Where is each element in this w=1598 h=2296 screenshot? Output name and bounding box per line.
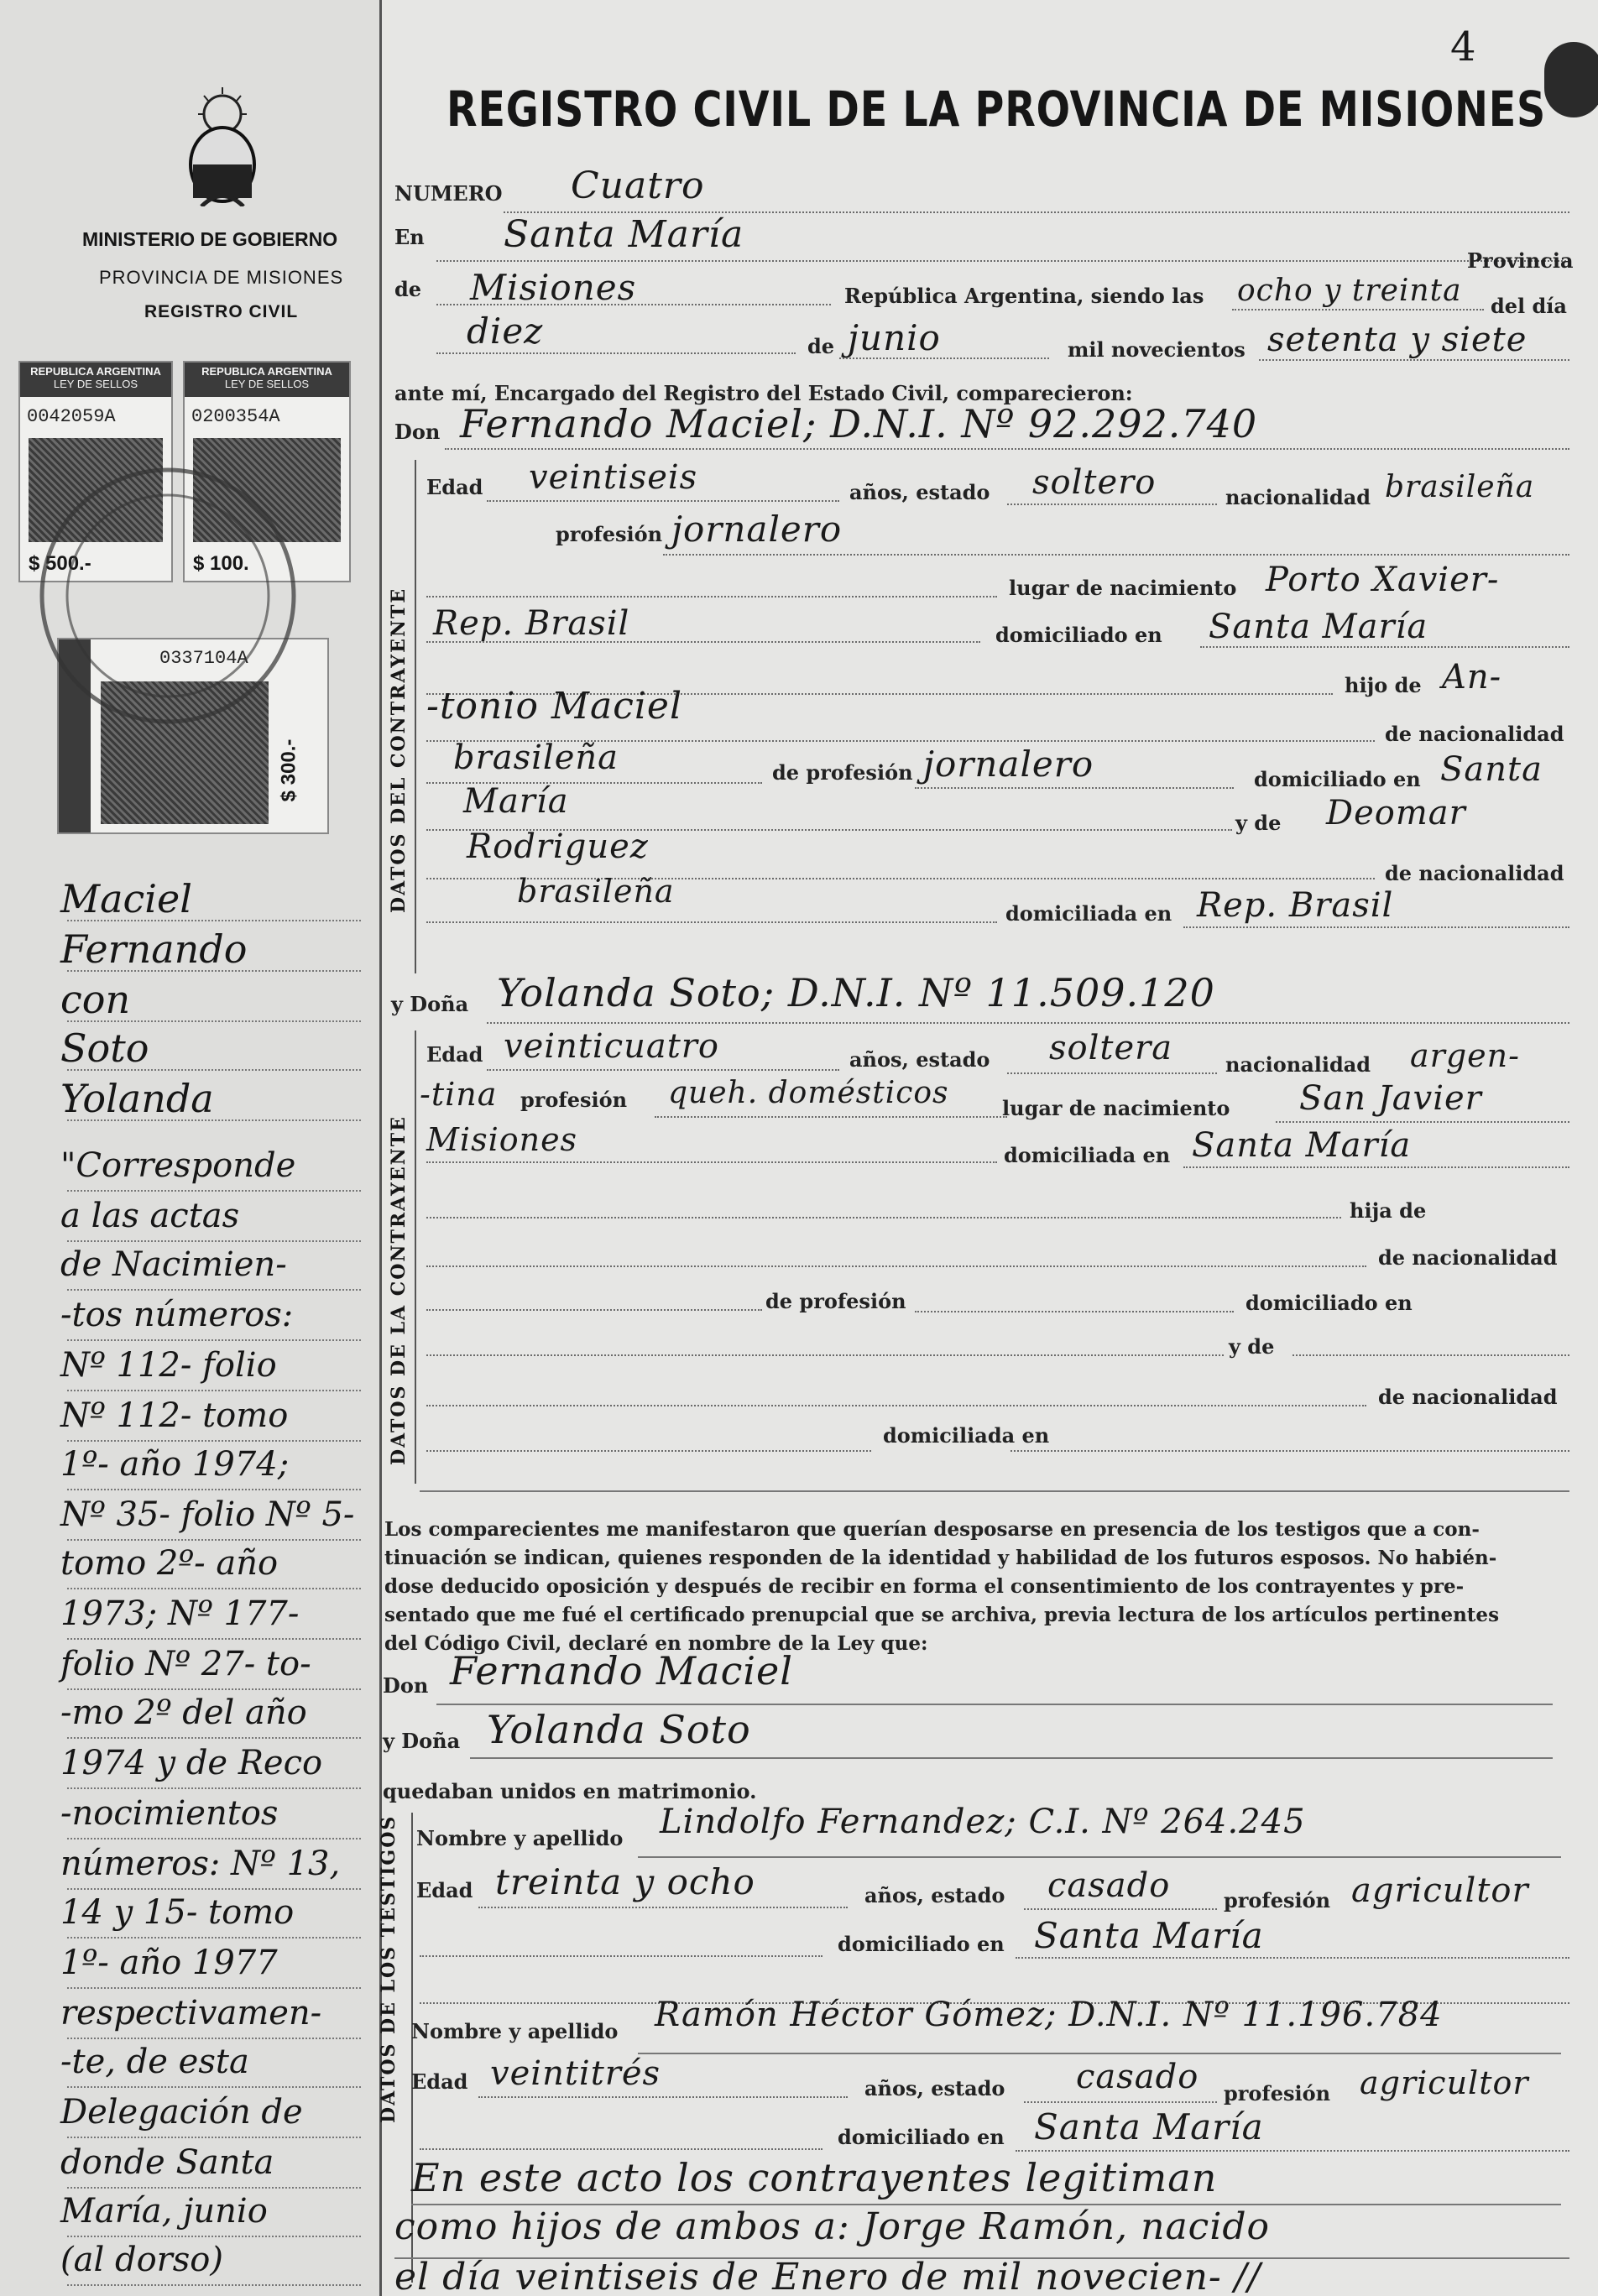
c-nac-value: brasileña — [1385, 470, 1535, 504]
margin-note-line: 14 y 15- tomo — [60, 1893, 295, 1932]
c-lugar-label: lugar de nacimiento — [1009, 576, 1237, 600]
f-prof-value: queh. domésticos — [668, 1076, 949, 1110]
mil-label: mil novecientos — [1068, 337, 1246, 362]
margin-note-rule — [67, 2284, 361, 2286]
c-madre-a: Deomar — [1326, 794, 1466, 832]
margin-note-line: Soto — [60, 1025, 149, 1071]
f-y-de-label: y de — [1229, 1334, 1275, 1359]
union-dona-label: y Doña — [383, 1729, 461, 1753]
t1-edad-value: treinta y ocho — [495, 1861, 755, 1902]
f-ydelabel-line — [426, 1354, 1224, 1356]
province-label: PROVINCIA DE MISIONES — [99, 267, 344, 288]
margin-note-rule — [67, 1737, 361, 1739]
t1-prof-label: profesión — [1224, 1888, 1331, 1912]
c-estado-value: soltero — [1032, 463, 1157, 502]
de-value: Misiones — [470, 267, 637, 308]
binding-hole — [1544, 42, 1598, 117]
margin-note-line: Yolanda — [60, 1076, 214, 1121]
dona-label: y Doña — [391, 992, 469, 1016]
f-edad-line — [487, 1069, 839, 1071]
mes-value: junio — [848, 317, 941, 358]
mes-line — [839, 357, 1049, 359]
hora-value: ocho y treinta — [1237, 274, 1462, 308]
f-prof2-line — [915, 1311, 1234, 1312]
c-lugar2-value: Rep. Brasil — [433, 604, 630, 643]
f-lugar-value: San Javier — [1299, 1079, 1482, 1118]
margin-note-line: respectivamen- — [60, 1994, 322, 2032]
numero-value: Cuatro — [571, 164, 705, 207]
de-mes-label: de — [807, 334, 835, 358]
margin-note-line: Fernando — [60, 926, 248, 972]
margin-note-rule — [67, 1020, 361, 1022]
margin-note-line: donde Santa — [60, 2143, 274, 2182]
c-padre-prof-line — [915, 787, 1234, 789]
f-domic2-label: domiciliado en — [1246, 1291, 1413, 1315]
c-edad-value: veintiseis — [529, 458, 698, 497]
t1-edad-line — [478, 1907, 848, 1908]
dia-line — [436, 352, 796, 354]
del-dia-label: del día — [1491, 294, 1567, 318]
t2-edad-label: Edad — [411, 2069, 468, 2094]
f-domic-line — [1183, 1166, 1569, 1168]
margin-note-line: folio Nº 27- to- — [60, 1645, 311, 1683]
margin-note-line: 1º- año 1974; — [60, 1445, 290, 1484]
provincia-label: Provincia — [1467, 248, 1574, 273]
margin-note-line: -nocimientos — [60, 1794, 279, 1833]
t1-prof-value: agricultor — [1351, 1871, 1529, 1910]
testigos-side-label: DATOS DE LOS TESTIGOS — [378, 1814, 400, 2123]
union-don-value: Fernando Maciel — [450, 1648, 793, 1693]
fiscal-stamp: REPUBLICA ARGENTINA LEY DE SELLOS 0200354A $ 100. — [183, 361, 351, 582]
c-lugar-value: Porto Xavier- — [1266, 561, 1500, 599]
c-madre-dom-line — [1183, 926, 1569, 928]
margin-note-rule — [67, 1240, 361, 1242]
margin-note-line: Nº 112- tomo — [60, 1396, 289, 1435]
ministry-label: MINISTERIO DE GOBIERNO — [82, 228, 338, 250]
margin-note-line: a las actas — [60, 1197, 240, 1235]
c-domic-label: domiciliado en — [995, 623, 1162, 647]
t2-estado-label: años, estado — [864, 2076, 1005, 2100]
c-blank-line — [426, 596, 997, 597]
c-domic-line — [1200, 646, 1569, 648]
margin-note-rule — [67, 2137, 361, 2138]
c-domic-value: Santa María — [1209, 608, 1428, 646]
t2-prof-value: agricultor — [1360, 2064, 1529, 2101]
de-label: de — [394, 277, 422, 301]
de-line — [436, 304, 831, 305]
c-estado-line — [1007, 504, 1217, 505]
legal-line: dose deducido oposición y después de recibir en forma el consentimiento de los contrayentes y pre- — [384, 1575, 1465, 1598]
f-nac-label: nacionalidad — [1225, 1052, 1371, 1077]
f-edad-label: Edad — [426, 1042, 483, 1067]
margin-note-rule — [67, 2086, 361, 2088]
legal-line: Los comparecientes me manifestaron que querían desposarse en presencia de los testigos que a con- — [384, 1518, 1480, 1541]
margin-note-rule — [67, 1838, 361, 1839]
margin-note-rule — [67, 1888, 361, 1890]
c-padre-a: An- — [1442, 658, 1502, 697]
t1-domic-value: Santa María — [1034, 1915, 1264, 1956]
ante-text: ante mí, Encargado del Registro del Estado Civil, comparecieron: — [394, 381, 1133, 405]
margin-note-line: Maciel — [60, 876, 192, 921]
margin-note-line: 1974 y de Reco — [60, 1744, 323, 1782]
margin-note-line: María, junio — [60, 2192, 268, 2231]
t1-domic-label: domiciliado en — [838, 1932, 1005, 1956]
margin-note-rule — [67, 2038, 361, 2039]
contrayente-side-label: DATOS DEL CONTRAYENTE — [388, 587, 410, 913]
c-padre-nac: brasileña — [453, 738, 619, 777]
anio-line — [1259, 359, 1569, 361]
f-lugar2-value: Misiones — [426, 1121, 578, 1158]
margin-note-line: -te, de esta — [60, 2043, 249, 2081]
margin-note-rule — [67, 1119, 361, 1121]
f-de-nac-label: de nacionalidad — [1378, 1245, 1558, 1270]
dona-value: Yolanda Soto; D.N.I. Nº 11.509.120 — [497, 970, 1215, 1015]
t1-nombre-line — [638, 1856, 1561, 1858]
margin-note-rule — [67, 1688, 361, 1690]
margin-note-line: -mo 2º del año — [60, 1693, 307, 1732]
t2-domic-line — [1016, 2150, 1569, 2152]
union-dona-line — [470, 1757, 1553, 1759]
f-domic-label: domiciliada en — [1004, 1143, 1171, 1167]
f-estado-label: años, estado — [849, 1047, 990, 1072]
c-padre-dom-a: Santa — [1440, 750, 1543, 789]
c-madre-b: Rodriguez — [467, 827, 649, 866]
c-estado-label: años, estado — [849, 480, 990, 504]
union-dona-value: Yolanda Soto — [487, 1707, 751, 1752]
c-de-nac-label: de nacionalidad — [1385, 722, 1564, 746]
t1-blank-line — [420, 1955, 822, 1957]
c-prof-line — [663, 554, 1569, 556]
en-value: Santa María — [504, 213, 744, 256]
registry-seal-icon — [25, 453, 311, 738]
coat-of-arms-icon — [176, 81, 269, 206]
fiscal-stamp: REPUBLICA ARGENTINA LEY DE SELLOS 0042059A $ 500.- — [18, 361, 173, 582]
t1-nombre-value: Lindolfo Fernandez; C.I. Nº 264.245 — [660, 1803, 1306, 1841]
legal-line: sentado que me fué el certificado prenupcial que se archiva, previa lectura de los artículos pertinentes — [384, 1604, 1500, 1626]
margin-note-rule — [67, 1190, 361, 1192]
t1-domic-line — [1016, 1957, 1569, 1959]
f-domic-value: Santa María — [1192, 1126, 1412, 1165]
margin-note-line: de Nacimien- — [60, 1245, 287, 1284]
t2-edad-line — [478, 2096, 848, 2098]
margin-note-line: -tos números: — [60, 1296, 294, 1334]
f-lugar-line — [1276, 1121, 1569, 1123]
f-lugar2-line — [426, 1161, 997, 1163]
union-don-line — [436, 1704, 1553, 1705]
margin-note-rule — [67, 1489, 361, 1490]
f-hija-label: hija de — [1350, 1198, 1427, 1223]
c-madre-nac-line — [426, 921, 997, 923]
footer-note-line: En este acto los contrayentes legitiman — [411, 2155, 1218, 2200]
c-hijo-label: hijo de — [1345, 673, 1422, 697]
t2-edad-value: veintitrés — [490, 2054, 661, 2093]
f-estado-value: soltera — [1049, 1029, 1173, 1067]
margin-note-rule — [67, 1069, 361, 1071]
t2-nombre-label: Nombre y apellido — [411, 2019, 619, 2043]
margin-note-line: "Corresponde — [60, 1146, 296, 1185]
margin-note-line: Nº 112- folio — [60, 1346, 277, 1385]
office-label: REGISTRO CIVIL — [144, 302, 299, 321]
margin-note-line: 1º- año 1977 — [60, 1944, 278, 1982]
footer-note-line: como hijos de ambos a: Jorge Ramón, nacido — [394, 2205, 1271, 2248]
margin-note-rule — [67, 1339, 361, 1341]
margin-note-rule — [67, 2187, 361, 2189]
c-padre-prof: jornalero — [923, 744, 1094, 785]
quedaban-text: quedaban unidos en matrimonio. — [383, 1779, 757, 1803]
f-hija2-line — [426, 1265, 1366, 1267]
f-de-prof-label: de profesión — [765, 1289, 906, 1313]
margin-note-line: con — [60, 977, 131, 1022]
margin-note-rule — [67, 1440, 361, 1442]
margin-note-rule — [67, 920, 361, 921]
margin-note-line: tomo 2º- año — [60, 1544, 279, 1583]
footer-note-line: el día veintiseis de Enero de mil novecien- // — [394, 2256, 1261, 2296]
c-de-prof-label: de profesión — [772, 760, 913, 785]
c-padre-b: -tonio Maciel — [426, 685, 683, 728]
dia-value: diez — [467, 310, 544, 352]
margin-note-line: números: Nº 13, — [60, 1845, 341, 1883]
t1-estado-value: casado — [1047, 1866, 1171, 1905]
don-line — [445, 448, 1569, 450]
t2-blank-line — [420, 2148, 822, 2150]
fiscal-stamp: 0337104A $ 300.- — [57, 638, 329, 834]
margin-note-line: Nº 35- folio Nº 5- — [60, 1495, 355, 1534]
c-nac-label: nacionalidad — [1225, 485, 1371, 509]
t2-nombre-line — [638, 2053, 1561, 2054]
c-edad-label: Edad — [426, 475, 483, 499]
margin-note-rule — [67, 1390, 361, 1391]
dona-line — [487, 1022, 1569, 1024]
don-value: Fernando Maciel; D.N.I. Nº 92.292.740 — [460, 401, 1258, 446]
margin-note-line: 1973; Nº 177- — [60, 1594, 300, 1633]
margin-note-rule — [67, 1539, 361, 1541]
margin-note-line: Delegación de — [60, 2093, 303, 2132]
t1-edad-label: Edad — [416, 1878, 473, 1902]
margin-note-rule — [67, 2236, 361, 2237]
t1-estado-label: años, estado — [864, 1883, 1005, 1907]
page-title: REGISTRO CIVIL DE LA PROVINCIA DE MISIONES — [446, 81, 1547, 138]
c-padre-dom-b: María — [463, 782, 569, 821]
f-domicil2-line — [1010, 1450, 1569, 1452]
c-domic2-label: domiciliado en — [1254, 767, 1421, 791]
legal-paragraph — [384, 1516, 1576, 1658]
margin-note-rule — [67, 1987, 361, 1989]
republica-text: República Argentina, siendo las — [844, 284, 1204, 308]
numero-label: NUMERO — [394, 181, 503, 206]
f-yde2-line — [1292, 1354, 1569, 1356]
hora-line — [1232, 309, 1484, 310]
margin-note-rule — [67, 1289, 361, 1291]
union-don-label: Don — [383, 1673, 429, 1698]
t2-domic-value: Santa María — [1034, 2106, 1264, 2147]
contrayente-bracket — [415, 460, 416, 973]
c-prof-label: profesión — [556, 522, 663, 546]
anio-value: setenta y siete — [1267, 321, 1528, 359]
en-label: En — [394, 225, 425, 249]
f-nac-line — [426, 1309, 762, 1311]
t2-domic-label: domiciliado en — [838, 2125, 1005, 2149]
f-edad-value: veinticuatro — [504, 1027, 719, 1066]
margin-note-rule — [67, 970, 361, 972]
legal-line: del Código Civil, declaré en nombre de la Ley que: — [384, 1632, 928, 1655]
f-hija-line — [426, 1217, 1341, 1218]
margin-note-rule — [67, 1638, 361, 1640]
f-de-nac2-label: de nacionalidad — [1378, 1385, 1558, 1409]
f-domicil-label: domiciliada en — [883, 1423, 1050, 1448]
f-nac-b: -tina — [420, 1076, 498, 1113]
margin-note-rule — [67, 1787, 361, 1789]
c-madre-nac: brasileña — [517, 873, 675, 910]
c-prof-value: jornalero — [671, 509, 843, 550]
f-estado-line — [1007, 1072, 1217, 1074]
t2-estado-value: casado — [1076, 2058, 1199, 2096]
section-rule — [420, 1490, 1569, 1492]
t1-estado-line — [1024, 1908, 1217, 1910]
f-nac2-line — [426, 1405, 1366, 1406]
margin-note-line: (al dorso) — [60, 2241, 223, 2279]
legal-line: tinuación se indican, quienes responden de la identidad y habilidad de los futuros esposos. No habién- — [384, 1547, 1497, 1569]
t2-prof-label: profesión — [1224, 2081, 1331, 2106]
c-lugar2-line — [426, 641, 980, 643]
c-domicil-label: domiciliada en — [1005, 901, 1172, 926]
f-prof-label: profesión — [520, 1088, 628, 1112]
en-line — [436, 260, 1569, 262]
c-madre-dom: Rep. Brasil — [1197, 886, 1394, 925]
margin-note-rule — [67, 1588, 361, 1589]
contrayenta-bracket — [415, 1031, 416, 1484]
t2-estado-line — [1024, 2101, 1217, 2103]
t2-nombre-value: Ramón Héctor Gómez; D.N.I. Nº 11.196.784 — [655, 1996, 1443, 2034]
c-edad-line — [487, 500, 839, 502]
c-de-nac2-label: de nacionalidad — [1385, 861, 1564, 885]
c-y-de-label: y de — [1235, 811, 1282, 835]
page-number: 4 — [1450, 23, 1477, 70]
f-nac-a: argen- — [1410, 1037, 1520, 1074]
f-domicil-line — [426, 1450, 871, 1452]
f-prof-line — [655, 1116, 1007, 1118]
contrayenta-side-label: DATOS DE LA CONTRAYENTE — [388, 1115, 410, 1465]
don-label: Don — [394, 420, 441, 444]
f-lugar-label: lugar de nacimiento — [1002, 1096, 1230, 1120]
t1-nombre-label: Nombre y apellido — [416, 1826, 624, 1850]
margin-note-rule — [67, 1937, 361, 1939]
